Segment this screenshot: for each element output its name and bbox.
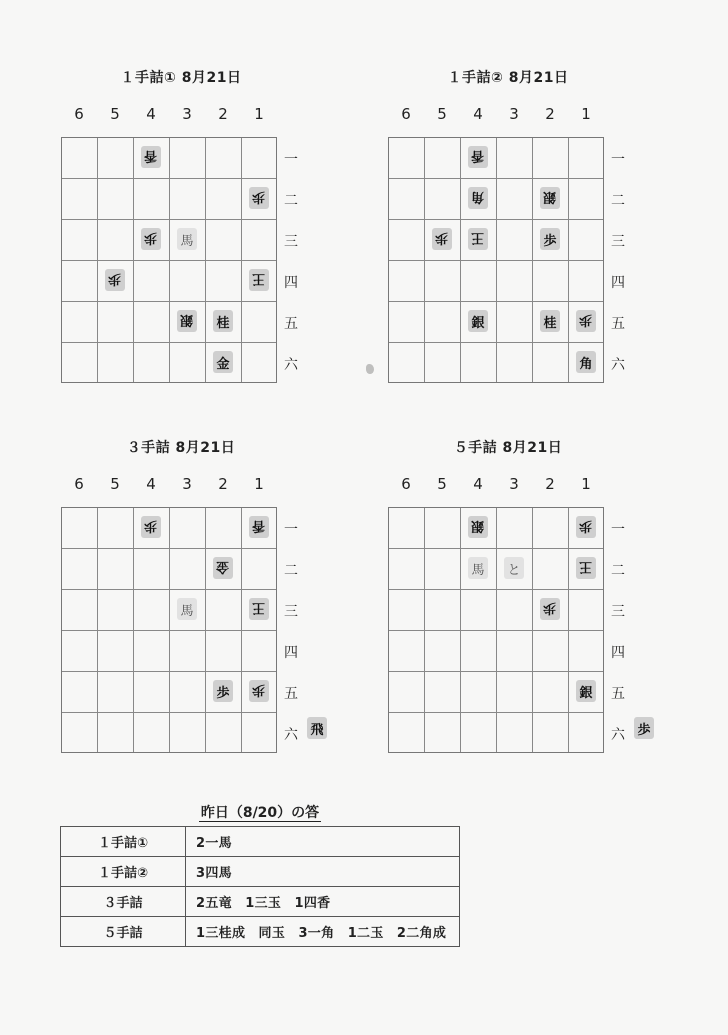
column-number: 6 bbox=[74, 475, 84, 493]
column-number: 5 bbox=[437, 475, 447, 493]
piece-label: 王 bbox=[471, 229, 485, 245]
shogi-piece[interactable] bbox=[249, 680, 269, 702]
piece-label: 歩 bbox=[543, 599, 557, 615]
grid-line bbox=[532, 508, 533, 752]
shogi-piece[interactable] bbox=[468, 516, 488, 538]
grid-line bbox=[62, 260, 276, 261]
grid-line bbox=[532, 138, 533, 382]
shogi-piece[interactable] bbox=[105, 269, 125, 291]
column-number: 6 bbox=[74, 105, 84, 123]
piece-label: 銀 bbox=[543, 188, 557, 204]
column-number: 2 bbox=[218, 475, 228, 493]
grid-line bbox=[62, 712, 276, 713]
table-row bbox=[61, 827, 460, 857]
column-number: 1 bbox=[254, 475, 264, 493]
shogi-piece[interactable] bbox=[576, 351, 596, 373]
piece-label: と bbox=[507, 562, 521, 578]
row-number: 二 bbox=[284, 563, 298, 579]
puzzle-3-move bbox=[61, 437, 371, 777]
row-number: 三 bbox=[284, 604, 298, 620]
row-number: 二 bbox=[284, 193, 298, 209]
shogi-piece[interactable] bbox=[576, 680, 596, 702]
row-number: 三 bbox=[611, 604, 625, 620]
grid-line bbox=[62, 342, 276, 343]
answers-title bbox=[60, 802, 460, 822]
row-number: 四 bbox=[611, 645, 625, 661]
shogi-piece[interactable] bbox=[141, 228, 161, 250]
row-number: 六 bbox=[284, 357, 298, 373]
piece-label: 角 bbox=[471, 188, 485, 204]
shogi-piece[interactable] bbox=[177, 598, 197, 620]
row-number: 三 bbox=[284, 234, 298, 250]
grid-line bbox=[62, 671, 276, 672]
row-number: 六 bbox=[611, 727, 625, 743]
shogi-piece[interactable] bbox=[540, 187, 560, 209]
shogi-piece[interactable] bbox=[468, 146, 488, 168]
row-number: 五 bbox=[284, 686, 298, 702]
shogi-piece[interactable] bbox=[213, 351, 233, 373]
grid-line bbox=[241, 508, 242, 752]
column-number: 4 bbox=[146, 475, 156, 493]
column-number: 5 bbox=[110, 475, 120, 493]
column-number: 1 bbox=[254, 105, 264, 123]
piece-label: 馬 bbox=[180, 233, 194, 249]
answer-label: １手詰① bbox=[61, 827, 186, 857]
piece-label: 歩 bbox=[252, 188, 266, 204]
grid-line bbox=[389, 630, 603, 631]
grid-line bbox=[205, 138, 206, 382]
row-number: 四 bbox=[284, 645, 298, 661]
shogi-piece[interactable] bbox=[249, 516, 269, 538]
piece-label: 歩 bbox=[579, 517, 593, 533]
piece-label: 桂 bbox=[543, 315, 557, 331]
puzzle-title: ５手詰 8月21日 bbox=[453, 440, 563, 456]
table-row bbox=[61, 917, 460, 947]
piece-label: 歩 bbox=[252, 681, 266, 697]
row-number: 四 bbox=[284, 275, 298, 291]
row-number: 二 bbox=[611, 193, 625, 209]
shogi-piece[interactable] bbox=[576, 516, 596, 538]
puzzle-title: １手詰② 8月21日 bbox=[447, 70, 569, 86]
puzzle-title: １手詰① 8月21日 bbox=[120, 70, 242, 86]
shogi-piece[interactable] bbox=[213, 310, 233, 332]
puzzle-1-move-a bbox=[61, 67, 371, 407]
shogi-piece[interactable] bbox=[540, 310, 560, 332]
piece-label: 王 bbox=[579, 558, 593, 574]
column-number: 3 bbox=[182, 105, 192, 123]
column-number: 2 bbox=[545, 475, 555, 493]
shogi-piece[interactable] bbox=[249, 598, 269, 620]
column-number: 4 bbox=[473, 105, 483, 123]
piece-label: 歩 bbox=[216, 685, 230, 701]
piece-label: 銀 bbox=[471, 517, 485, 533]
shogi-piece[interactable] bbox=[249, 269, 269, 291]
column-number: 6 bbox=[401, 105, 411, 123]
answer-label: １手詰② bbox=[61, 857, 186, 887]
column-number: 1 bbox=[581, 475, 591, 493]
column-number: 6 bbox=[401, 475, 411, 493]
grid-line bbox=[389, 671, 603, 672]
shogi-piece[interactable] bbox=[213, 557, 233, 579]
column-number: 2 bbox=[218, 105, 228, 123]
column-number: 2 bbox=[545, 105, 555, 123]
shogi-piece[interactable] bbox=[468, 228, 488, 250]
piece-label: 角 bbox=[579, 356, 593, 372]
shogi-piece[interactable] bbox=[468, 310, 488, 332]
grid-line bbox=[241, 138, 242, 382]
shogi-piece[interactable] bbox=[432, 228, 452, 250]
shogi-piece[interactable] bbox=[141, 146, 161, 168]
piece-label: 歩 bbox=[435, 229, 449, 245]
column-number: 5 bbox=[110, 105, 120, 123]
shogi-piece[interactable] bbox=[504, 557, 524, 579]
answer-moves: 2一馬 bbox=[186, 827, 460, 857]
shogi-piece[interactable] bbox=[177, 310, 197, 332]
grid-line bbox=[62, 630, 276, 631]
row-number: 四 bbox=[611, 275, 625, 291]
shogi-board bbox=[388, 137, 604, 383]
column-number: 4 bbox=[146, 105, 156, 123]
row-number: 六 bbox=[284, 727, 298, 743]
shogi-piece[interactable] bbox=[576, 557, 596, 579]
grid-line bbox=[389, 260, 603, 261]
row-number: 一 bbox=[284, 152, 298, 168]
piece-label: 歩 bbox=[543, 233, 557, 249]
paper-speck bbox=[366, 364, 374, 374]
puzzle-5-move bbox=[388, 437, 698, 777]
answer-moves: 1三桂成 同玉 3一角 1二玉 2二角成 bbox=[186, 917, 460, 947]
piece-label: 金 bbox=[216, 356, 230, 372]
piece-label: 金 bbox=[216, 558, 230, 574]
row-number: 一 bbox=[284, 522, 298, 538]
piece-label: 桂 bbox=[216, 315, 230, 331]
shogi-piece[interactable] bbox=[468, 557, 488, 579]
piece-label: 香 bbox=[471, 147, 485, 163]
table-row bbox=[61, 857, 460, 887]
piece-label: 歩 bbox=[108, 270, 122, 286]
shogi-piece[interactable] bbox=[540, 228, 560, 250]
grid-line bbox=[389, 712, 603, 713]
answer-label: ５手詰 bbox=[61, 917, 186, 947]
column-number: 3 bbox=[509, 105, 519, 123]
shogi-board bbox=[61, 507, 277, 753]
answer-moves: 3四馬 bbox=[186, 857, 460, 887]
shogi-piece[interactable] bbox=[468, 187, 488, 209]
row-number: 一 bbox=[611, 522, 625, 538]
shogi-piece[interactable] bbox=[249, 187, 269, 209]
shogi-board bbox=[61, 137, 277, 383]
piece-label: 王 bbox=[252, 599, 266, 615]
answers-title-text: 昨日（8/20）の答 bbox=[200, 805, 320, 821]
row-number: 二 bbox=[611, 563, 625, 579]
column-number: 3 bbox=[509, 475, 519, 493]
grid-line bbox=[62, 301, 276, 302]
piece-label: 馬 bbox=[180, 603, 194, 619]
puzzle-1-move-b bbox=[388, 67, 698, 407]
piece-label: 歩 bbox=[144, 229, 158, 245]
grid-line bbox=[389, 342, 603, 343]
piece-label: 銀 bbox=[471, 315, 485, 331]
column-number: 5 bbox=[437, 105, 447, 123]
column-number: 3 bbox=[182, 475, 192, 493]
row-number: 五 bbox=[611, 316, 625, 332]
piece-label: 香 bbox=[144, 147, 158, 163]
column-number: 1 bbox=[581, 105, 591, 123]
shogi-piece[interactable] bbox=[576, 310, 596, 332]
table-row bbox=[61, 887, 460, 917]
grid-line bbox=[389, 301, 603, 302]
row-number: 五 bbox=[611, 686, 625, 702]
column-number: 4 bbox=[473, 475, 483, 493]
row-number: 三 bbox=[611, 234, 625, 250]
piece-label: 歩 bbox=[579, 311, 593, 327]
piece-label: 香 bbox=[252, 517, 266, 533]
shogi-piece[interactable] bbox=[213, 680, 233, 702]
grid-line bbox=[568, 138, 569, 382]
hand-piece[interactable]: 飛 bbox=[307, 717, 327, 739]
grid-line bbox=[568, 508, 569, 752]
shogi-board bbox=[388, 507, 604, 753]
row-number: 六 bbox=[611, 357, 625, 373]
puzzle-title: ３手詰 8月21日 bbox=[126, 440, 236, 456]
answer-label: ３手詰 bbox=[61, 887, 186, 917]
row-number: 五 bbox=[284, 316, 298, 332]
answers-table bbox=[60, 826, 460, 947]
answer-moves: 2五竜 1三玉 1四香 bbox=[186, 887, 460, 917]
row-number: 一 bbox=[611, 152, 625, 168]
piece-label: 王 bbox=[252, 270, 266, 286]
shogi-piece[interactable] bbox=[177, 228, 197, 250]
piece-label: 銀 bbox=[180, 311, 194, 327]
hand-piece[interactable]: 歩 bbox=[634, 717, 654, 739]
grid-line bbox=[205, 508, 206, 752]
piece-label: 銀 bbox=[579, 685, 593, 701]
shogi-piece[interactable] bbox=[141, 516, 161, 538]
piece-label: 馬 bbox=[471, 562, 485, 578]
piece-label: 歩 bbox=[144, 517, 158, 533]
shogi-piece[interactable] bbox=[540, 598, 560, 620]
